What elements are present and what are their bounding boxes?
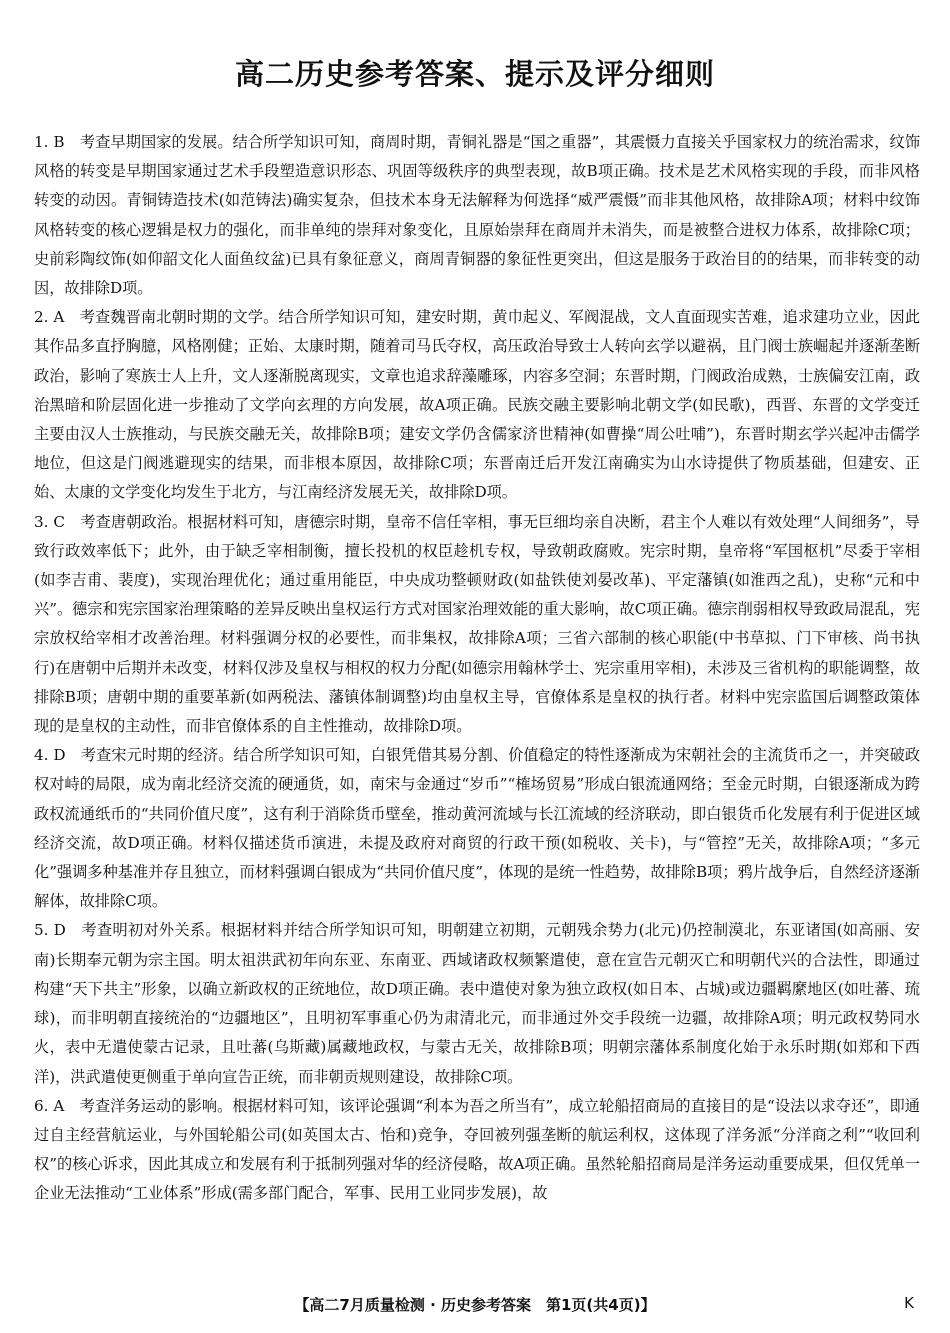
page-title: 高二历史参考答案、提示及评分细则	[234, 57, 715, 91]
answer-text: 考查早期国家的发展。结合所学知识可知，商周时期，青铜礼器是“国之重器”，其震慑力直接关乎国家权力的统治需求，纹饰风格的转变是早期国家通过艺术手段塑造意识形态、巩固等级秩序的典型表现，故B项正确。技术是艺术风格实现的手段，而非风格转变的动因。青铜铸造技术(如范铸法)确实复杂，但技术本身无法解释为何选择“威严震慑”而非其他风格，故排除A项；材料中纹饰风格转变的核心逻辑是权力的强化，而非单纯的崇拜对象变化，且原始崇拜在商周并未消失，而是被整合进权力体系，故排除C项；史前彩陶纹饰(如仰韶文化人面鱼纹盆)已具有象征意义，商周青铜器的象征性更突出，但这是服务于政治目的的结果，而非转变的动因，故排除D项。	[34, 133, 921, 298]
answer-text: 考查宋元时期的经济。结合所学知识可知，白银凭借其易分割、价值稳定的特性逐渐成为宋朝社会的主流货币之一，并突破政权对峙的局限，成为南北经济交流的硬通货，如，南宋与金通过“岁币”“榷场贸易”形成白银流通网络；至金元时期，白银逐渐成为跨政权流通纸币的“共同价值尺度”，这有利于消除货币壁垒，推动黄河流域与长江流域的经济联动，即白银货币化发展有利于促进区域经济交流，故D项正确。材料仅描述货币演进，未提及政府对商贸的行政干预(如税收、关卡)，与“管控”无关，故排除A项；“多元化”强调多种基准并存且独立，而材料强调白银成为“共同价值尺度”，体现的是统一性趋势，故排除B项；鸦片战争后，自然经济逐渐解体，故排除C项。	[34, 746, 921, 911]
answer-item-6	[34, 1092, 920, 1209]
answer-item-5	[34, 916, 920, 1091]
answer-list	[34, 128, 920, 1209]
answer-text: 考查唐朝政治。根据材料可知，唐德宗时期，皇帝不信任宰相，事无巨细均亲自决断，君主个人难以有效处理“人间细务”，导致行政效率低下；此外，由于缺乏宰相制衡，擅长投机的权臣趁机专权，导致朝政腐败。宪宗时期，皇帝将“军国枢机”尽委于宰相(如李吉甫、裴度)，实现治理优化；通过重用能臣，中央成功整顿财政(如盐铁使刘晏改革)、平定藩镇(如淮西之乱)，史称“元和中兴”。德宗和宪宗国家治理策略的差异反映出皇权运行方式对国家治理效能的重大影响，故C项正确。德宗削弱相权导致政局混乱，宪宗放权给宰相才改善治理。材料强调分权的必要性，而非集权，故排除A项；三省六部制的核心职能(中书草拟、门下审核、尚书执行)在唐朝中后期并未改变，材料仅涉及皇权与相权的权力分配(如德宗用翰林学士、宪宗重用宰相)，未涉及三省机构的职能调整，故排除B项；唐朝中期的重要革新(如两税法、藩镇体制调整)均由皇权主导，官僚体系是皇权的执行者。材料中宪宗监国后调整政策体现的是皇权的主动性，而非官僚体系的自主性推动，故排除D项。	[34, 512, 920, 736]
answer-number: 2. A	[34, 308, 65, 327]
answer-number: 5. D	[34, 921, 66, 940]
answer-number: 6. A	[34, 1096, 65, 1115]
answer-number: 1. B	[34, 133, 65, 151]
answer-item-2	[34, 303, 920, 507]
answer-number: 4. D	[34, 746, 66, 765]
paper-code: K	[904, 1294, 914, 1312]
answer-text: 考查魏晋南北朝时期的文学。结合所学知识可知，建安时期，黄巾起义、军阀混战，文人直面现实苦难，追求建功立业，因此其作品多直抒胸臆，风格刚健；正始、太康时期，随着司马氏夺权，高压政治导致士人转向玄学以避祸，且门阀士族崛起并逐渐垄断政治，影响了寒族士人上升，文人逐渐脱离现实，文章也追求辞藻雕琢，内容多空洞；东晋时期，门阀政治成熟，士族偏安江南，政治黑暗和阶层固化进一步推动了文学向玄理的方向发展，故A项正确。民族交融主要影响北朝文学(如民歌)，西晋、东晋的文学变迁主要由汉人士族推动，与民族交融无关，故排除B项；建安文学仍含儒家济世精神(如曹操“周公吐哺”)，东晋时期玄学兴起冲击儒学地位，但这是门阀逃避现实的结果，而非根本原因，故排除C项；东晋南迁后开发江南确实为山水诗提供了物质基础，但建安、正始、太康的文学变化均发生于北方，与江南经济发展无关，故排除D项。	[34, 308, 921, 502]
answer-text: 考查明初对外关系。根据材料并结合所学知识可知，明朝建立初期，元朝残余势力(北元)仍控制漠北，东亚诸国(如高丽、安南)长期奉元朝为宗主国。明太祖洪武初年向东亚、东南亚、西域诸政权频繁遣使，意在宣告元朝灭亡和明朝代兴的合法性，即通过构建“天下共主”形象，以确立新政权的正统地位，故D项正确。表中遣使对象为独立政权(如日本、占城)或边疆羁縻地区(如吐蕃、琉球)，而非明朝直接统治的“边疆地区”，且明初军事重心仍为肃清北元，而非通过外交手段统一边疆，故排除A项；明元政权势同水火，表中无遣使蒙古记录，且吐蕃(乌斯藏)属藏地政权，与蒙古无关，故排除B项；明朝宗藩体系制度化始于永乐时期(如郑和下西洋)，洪武遣使更侧重于单向宣告正统，而非朝贡规则建设，故排除C项。	[34, 921, 920, 1086]
answer-item-4	[34, 741, 920, 916]
answer-item-1	[34, 128, 920, 303]
answer-number: 3. C	[34, 512, 66, 531]
page-footer: 【高二7月质量检测 · 历史参考答案 第1页(共4页)】	[294, 1296, 656, 1314]
answer-text: 考查洋务运动的影响。根据材料可知，该评论强调“利本为吾之所当有”，成立轮船招商局的直接目的是“设法以求夺还”，即通过自主经营航运业，与外国轮船公司(如英国太古、怡和)竞争，夺回被列强垄断的航运利权，这体现了洋务派“分洋商之利”“收回利权”的核心诉求，因此其成立和发展有利于抵制列强对华的经济侵略，故A项正确。虽然轮船招商局是洋务运动重要成果，但仅凭单一企业无法推动“工业体系”形成(需多部门配合，军事、民用工业同步发展)，故	[34, 1096, 920, 1203]
answer-item-3	[34, 508, 920, 742]
